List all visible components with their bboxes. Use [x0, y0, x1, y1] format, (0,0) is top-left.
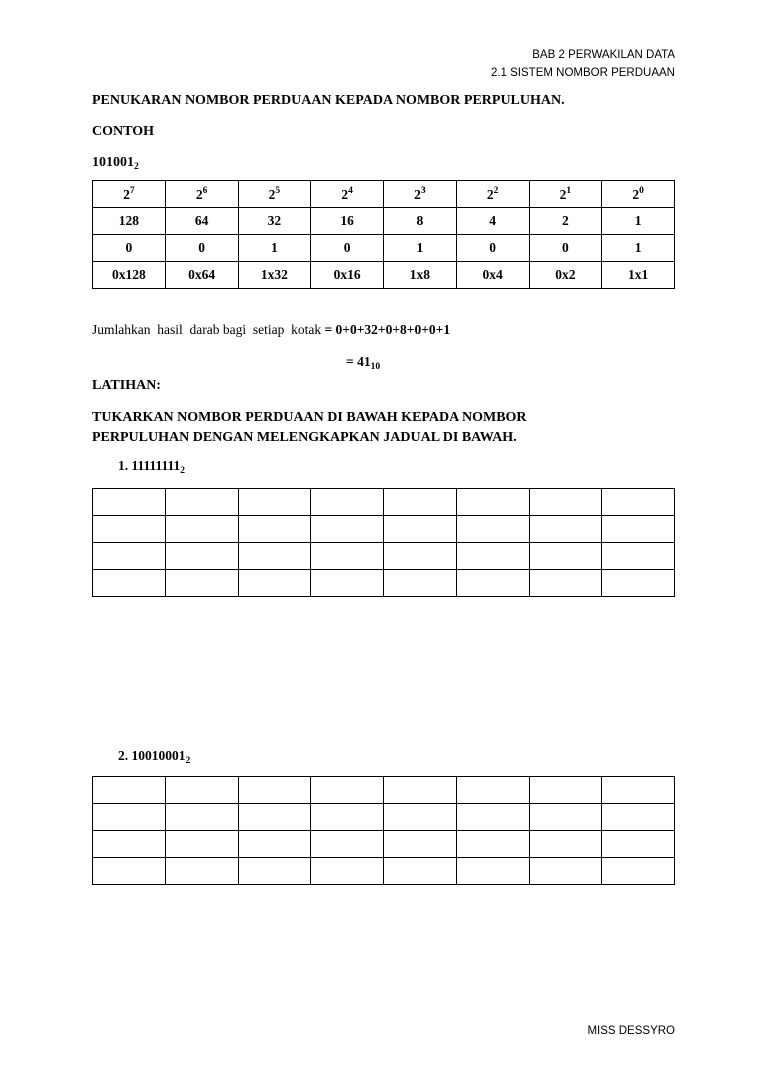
answer-cell[interactable] [529, 516, 602, 543]
page-header [491, 46, 675, 82]
answer-cell[interactable] [311, 777, 384, 804]
table-row [93, 543, 675, 570]
exercise-1-number: 1. 11111111 [118, 458, 181, 473]
power-cell [165, 181, 238, 208]
answer-cell[interactable] [602, 489, 675, 516]
answer-cell[interactable] [384, 543, 457, 570]
page-title: PENUKARAN NOMBOR PERDUAAN KEPADA NOMBOR PERPULUHAN. [92, 93, 565, 108]
answer-cell[interactable] [529, 777, 602, 804]
answer-cell[interactable] [165, 543, 238, 570]
exercise-2-number: 2. 10010001 [118, 748, 186, 763]
answer-cell[interactable] [238, 777, 311, 804]
instruction-line-1: TUKARKAN NOMBOR PERDUAAN DI BAWAH KEPADA NOMBOR [92, 410, 527, 425]
power-exponent: 4 [348, 185, 353, 196]
answer-cell[interactable] [165, 831, 238, 858]
power-base: 2 [195, 186, 203, 202]
example-table [92, 180, 675, 289]
answer-cell[interactable] [529, 858, 602, 885]
power-exponent: 2 [493, 185, 499, 196]
answer-cell[interactable] [311, 570, 384, 597]
answer-cell[interactable] [238, 831, 311, 858]
answer-cell[interactable] [384, 489, 457, 516]
answer-cell[interactable] [238, 543, 311, 570]
answer-cell[interactable] [238, 570, 311, 597]
power-cell [384, 181, 457, 208]
header-section: 2.1 SISTEM NOMBOR PERDUAAN [490, 67, 675, 79]
table-row [93, 858, 675, 885]
answer-cell[interactable] [602, 543, 675, 570]
power-exponent: 5 [275, 185, 281, 196]
exercise-1-base: 2 [180, 466, 186, 476]
answer-cell[interactable] [456, 516, 529, 543]
table-cell: 0 [165, 235, 238, 262]
answer-cell[interactable] [93, 777, 166, 804]
table-cell: 64 [165, 208, 238, 235]
answer-cell[interactable] [238, 804, 311, 831]
answer-cell[interactable] [238, 516, 311, 543]
answer-cell[interactable] [311, 543, 384, 570]
power-exponent: 0 [639, 185, 644, 196]
power-cell [93, 181, 166, 208]
answer-cell[interactable] [93, 570, 166, 597]
power-base: 2 [632, 186, 640, 202]
example-number-value: 101001 [92, 155, 134, 170]
answer-cell[interactable] [456, 489, 529, 516]
answer-cell[interactable] [602, 777, 675, 804]
page-footer: MISS DESSYRO [587, 1025, 675, 1037]
answer-cell[interactable] [456, 858, 529, 885]
table-cell: 1 [384, 235, 457, 262]
answer-cell[interactable] [311, 804, 384, 831]
table-cell: 1x8 [384, 262, 457, 289]
sum-result-base: 10 [370, 362, 381, 372]
answer-cell[interactable] [602, 570, 675, 597]
power-base: 2 [341, 186, 349, 202]
table-cell: 0x4 [456, 262, 529, 289]
answer-cell[interactable] [529, 489, 602, 516]
powers-row [93, 181, 675, 208]
table-cell: 8 [384, 208, 457, 235]
table-cell: 0 [93, 235, 166, 262]
answer-cell[interactable] [456, 831, 529, 858]
answer-cell[interactable] [165, 858, 238, 885]
answer-cell[interactable] [456, 543, 529, 570]
power-base: 2 [268, 186, 276, 202]
answer-cell[interactable] [238, 489, 311, 516]
power-exponent: 3 [420, 185, 426, 196]
power-base: 2 [559, 186, 567, 202]
table-row [93, 489, 675, 516]
power-base: 2 [486, 186, 494, 202]
exercise-instruction [92, 408, 527, 448]
answer-cell[interactable] [165, 489, 238, 516]
answer-cell[interactable] [529, 831, 602, 858]
table-cell: 1 [602, 208, 675, 235]
exercise-1-label [118, 458, 185, 476]
table-row [93, 570, 675, 597]
answer-cell[interactable] [93, 804, 166, 831]
table-cell: 128 [93, 208, 166, 235]
example-number-base: 2 [134, 162, 139, 172]
table-cell: 1x1 [602, 262, 675, 289]
header-chapter: BAB 2 PERWAKILAN DATA [532, 49, 675, 61]
answer-cell[interactable] [165, 570, 238, 597]
answer-cell[interactable] [602, 804, 675, 831]
table-cell: 1x32 [238, 262, 311, 289]
table-cell: 0 [529, 235, 602, 262]
answer-cell[interactable] [93, 516, 166, 543]
sum-expression: = 0+0+32+0+8+0+0+1 [324, 322, 451, 337]
table-cell: 0x16 [311, 262, 384, 289]
table-cell: 1 [238, 235, 311, 262]
table-row [93, 804, 675, 831]
table-cell: 1 [602, 235, 675, 262]
power-cell [529, 181, 602, 208]
power-base: 2 [123, 186, 130, 202]
answer-cell[interactable] [93, 489, 166, 516]
table-row [93, 777, 675, 804]
power-cell [238, 181, 311, 208]
table-cell: 4 [456, 208, 529, 235]
answer-cell[interactable] [165, 516, 238, 543]
table-cell: 0x128 [93, 262, 166, 289]
table-cell: 0x2 [529, 262, 602, 289]
table-cell: 0 [311, 235, 384, 262]
answer-cell[interactable] [165, 777, 238, 804]
sum-result [346, 354, 380, 372]
answer-cell[interactable] [456, 777, 529, 804]
answer-cell[interactable] [456, 570, 529, 597]
answer-cell[interactable] [384, 804, 457, 831]
answer-cell[interactable] [384, 777, 457, 804]
power-cell [311, 181, 384, 208]
answer-cell[interactable] [602, 831, 675, 858]
answer-cell[interactable] [311, 858, 384, 885]
place-value-row [93, 208, 675, 235]
table-row [93, 516, 675, 543]
answer-cell[interactable] [529, 570, 602, 597]
power-exponent: 7 [129, 185, 135, 196]
power-cell [456, 181, 529, 208]
answer-cell[interactable] [93, 543, 166, 570]
table-cell: 32 [238, 208, 311, 235]
power-exponent: 1 [566, 185, 572, 196]
answer-cell[interactable] [311, 489, 384, 516]
table-cell: 16 [311, 208, 384, 235]
example-number [92, 155, 139, 172]
exercise-2-label [118, 748, 190, 766]
answer-cell[interactable] [93, 858, 166, 885]
answer-cell[interactable] [529, 543, 602, 570]
table-cell: 0 [456, 235, 529, 262]
sum-text: Jumlahkan hasil darab bagi setiap kotak [92, 322, 325, 337]
answer-cell[interactable] [238, 858, 311, 885]
answer-cell[interactable] [384, 570, 457, 597]
answer-cell[interactable] [384, 858, 457, 885]
sum-result-value: = 41 [346, 354, 371, 369]
answer-cell[interactable] [602, 516, 675, 543]
contoh-label: CONTOH [92, 124, 154, 139]
exercise-1-table[interactable] [92, 488, 675, 597]
power-base: 2 [414, 186, 421, 202]
answer-cell[interactable] [93, 831, 166, 858]
answer-cell[interactable] [529, 804, 602, 831]
answer-cell[interactable] [165, 804, 238, 831]
answer-cell[interactable] [311, 516, 384, 543]
table-row [93, 831, 675, 858]
answer-cell[interactable] [311, 831, 384, 858]
answer-cell[interactable] [384, 516, 457, 543]
exercise-2-base: 2 [185, 756, 191, 766]
power-cell [602, 181, 675, 208]
product-row [93, 262, 675, 289]
instruction-line-2: PERPULUHAN DENGAN MELENGKAPKAN JADUAL DI BAWAH. [92, 430, 517, 445]
sum-statement [92, 322, 450, 338]
latihan-label: LATIHAN: [92, 378, 161, 393]
table-cell: 2 [529, 208, 602, 235]
table-cell: 0x64 [165, 262, 238, 289]
answer-cell[interactable] [456, 804, 529, 831]
exercise-2-table[interactable] [92, 776, 675, 885]
binary-digit-row [93, 235, 675, 262]
answer-cell[interactable] [602, 858, 675, 885]
power-exponent: 6 [202, 185, 208, 196]
answer-cell[interactable] [384, 831, 457, 858]
